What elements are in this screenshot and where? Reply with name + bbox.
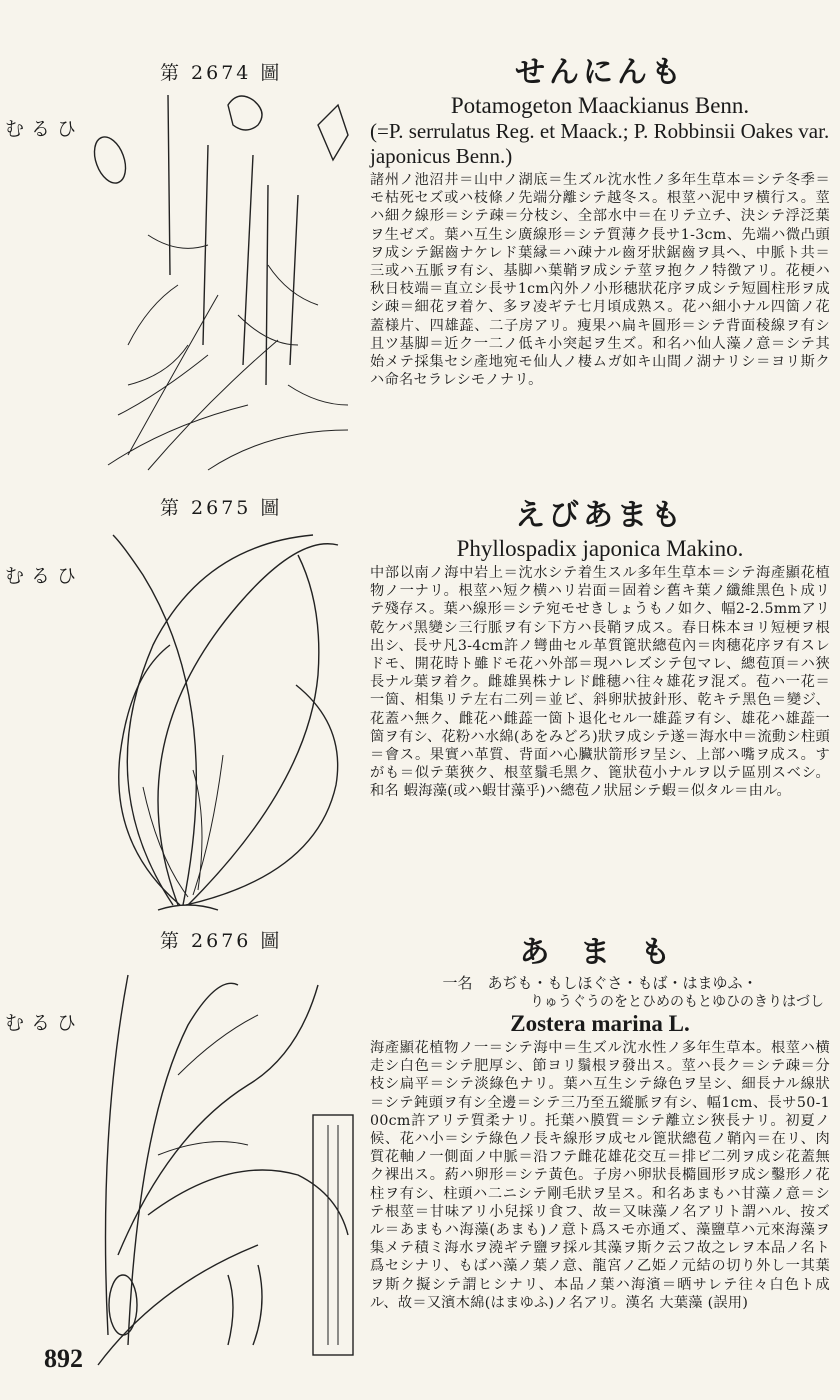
description: 海產顯花植物ノ一＝シテ海中＝生ズル沈水性ノ多年生草本。根莖ハ横走シ白色＝シテ肥厚シ、節ヨリ鬚根ヲ發出ス。莖ハ長ク＝シテ疎＝分枝シ扁平＝シテ淡綠色ナリ。葉ハ互生シテ綠色ヲ呈シ、細長ナル線狀＝シテ鈍頭ヲ有シ全邊＝シテ三乃至五縱脈ヲ有シ、幅1cm、長サ50-100cm許アリテ質柔ナリ。托葉ハ膜質＝シテ離立シ狹長ナリ。初夏ノ候、花ハ小＝シテ綠色ノ長キ線形ヲ成セル篦狀總苞ノ鞘內＝在リ、肉質花軸ノ一側面ノ中脈＝沿フテ雌花雄花交互＝排ビ二列ヲ成シ花蓋無ク裸出ス。葯ハ卵形＝シテ黃色。子房ハ卵狀長橢圓形ヲ成シ鑿形ノ花柱ヲ有シ、柱頭ハ二ニシテ剛毛狀ヲ呈ス。和名あまもハ甘藻ノ意＝シテ根莖＝甘味アリ小兒採リ食フ、故＝又味藻ノ名アリト謂ハル、按ズル＝あまもハ海藻(あまも)ノ意ト爲スモ亦通ズ、藻鹽草ハ元來海藻ヲ集メテ積ミ海水ヲ澆ギテ鹽ヲ採ル其藻ヲ斯ク云フ故之レヲ本品ノ名ト爲セシナリ、もばハ藻ノ葉ノ意、龍宮ノ乙姫ノ元結の切り外し一其葉ヲ斯ク擬シテ謂ヒシナリ、本品ノ葉ハ海濱＝晒サレテ往々白色ト成ル、故＝又濱木綿(はまゆふ)ノ名アリ。漢名 大葉藻 (誤用) (370, 1040, 830, 1311)
family-label: ひるむ (1, 118, 77, 140)
scientific-name: Phyllospadix japonica Makino. (456, 536, 744, 561)
scientific-name: Potamogeton Maackianus Benn. (450, 93, 750, 118)
alias-names-cont: りゅうぐうのをとひめのもとゆひのきりはづし (530, 994, 824, 1010)
family-label: ひるむ (1, 565, 77, 587)
synonym: (=P. serrulatus Reg. et Maack.; P. Robbinsii Oakes var. japonicus Benn.) (370, 119, 830, 168)
figure-number: 第 2675 圖 (160, 497, 283, 519)
description: 中部以南ノ海中岩上＝沈水シテ着生スル多年生草本＝シテ海產顯花植物ノ一ナリ。根莖ハ短ク横ハリ岩面＝固着シ舊キ葉ノ纖維黑色ト成リテ殘存ス。葉ハ線形＝シテ宛モせきしょうもノ如ク、幅2-2.5mmアリ乾ケバ黑變シ三行脈ヲ有シ下方ハ長鞘ヲ成ス。春日株本ヨリ短梗ヲ根出シ、長サ凡3-4cm許ノ彎曲セル革質篦狀總苞內＝肉穗花序ヲ有スレドモ、開花時ト雖ドモ花ハ外部＝現ハレズシテ包マレ、總苞頂＝ハ狹長ナル葉ヲ着ク。雌雄異株ナレド雌穗ハ往々雄花ヲ混ズ。苞ハ一花＝一箇、相集リテ左右二列＝並ビ、斜卵狀披針形、乾キテ黑色＝變ジ、花蓋ハ無ク、雌花ハ雌蕋一箇ト退化セル一雄蕋ヲ有シ、雄花ハ雄蕋一箇ヲ有シ、花粉ハ水綿(あをみどろ)狀ヲ成シテ遂＝海水中＝流動シ柱頭＝會ス。果實ハ革質、背面ハ心臟狀箭形ヲ呈シ、上部ハ嘴ヲ成ス。すがも＝似テ葉狹ク、根莖鬚毛黑ク、篦狀苞小ナルヲ以テ區別スベシ。和名 蝦海藻(或ハ蝦甘藻乎)ハ總苞ノ狀屈シテ蝦＝似タル＝由ル。 (370, 565, 830, 800)
japanese-name: あ ま も (519, 935, 681, 970)
figure-number: 第 2674 圖 (160, 62, 283, 84)
scientific-name: Zostera marina L. (510, 1011, 690, 1036)
description: 諸州ノ池沼井＝山中ノ湖底＝生ズル沈水性ノ多年生草本＝シテ冬季＝モ枯死セズ或ハ枝條ノ先端分離シテ越冬ス。根莖ハ泥中ヲ横行ス。莖ハ細ク線形＝シテ疎＝分枝シ、全部水中＝在リテ立チ、決シテ浮泛葉ヲ生ゼズ。葉ハ互生シ廣線形＝シテ質薄ク長サ1-3cm、先端ハ微凸頭ヲ成シテ鋸齒ナケレド葉縁＝ハ疎ナル齒牙狀鋸齒ヲ具ヘ、中脈ト共＝三或ハ五脈ヲ有シ、基脚ハ葉鞘ヲ成シテ莖ヲ抱クノ特徴アリ。花梗ハ秋日枝端＝直立シ長サ1cm內外ノ小形穗狀花序ヲ成シテ短圓柱形ヲ成シ疎＝細花ヲ着ケ、多ヲ凌ギテ七月頃成熟ス。花ハ細小ナル四箇ノ花蓋様片、四雄蕋、二子房アリ。痩果ハ扁キ圓形＝シテ背面稜線ヲ有シ且ツ基脚＝近ク一二ノ低キ小突起ヲ生ズ。和名ハ仙人藻ノ意＝シテ其始メテ採集セシ產地宛モ仙人ノ棲ムガ如キ山間ノ湖ナリシ＝ヨリ斯クハ命名セラレシモノナリ。 (370, 172, 830, 389)
plant-illustration (88, 525, 358, 915)
alias-names: 一名 あぢも・もしほぐさ・もば・はまゆふ・ (442, 974, 758, 992)
plant-illustration (88, 955, 358, 1375)
page-number: 892 (44, 1344, 83, 1373)
japanese-name: せんにんも (515, 55, 685, 90)
family-label: ひるむ (1, 1012, 77, 1034)
japanese-name: えびあまも (515, 498, 685, 533)
plant-illustration (88, 85, 368, 475)
figure-number: 第 2676 圖 (160, 930, 283, 952)
